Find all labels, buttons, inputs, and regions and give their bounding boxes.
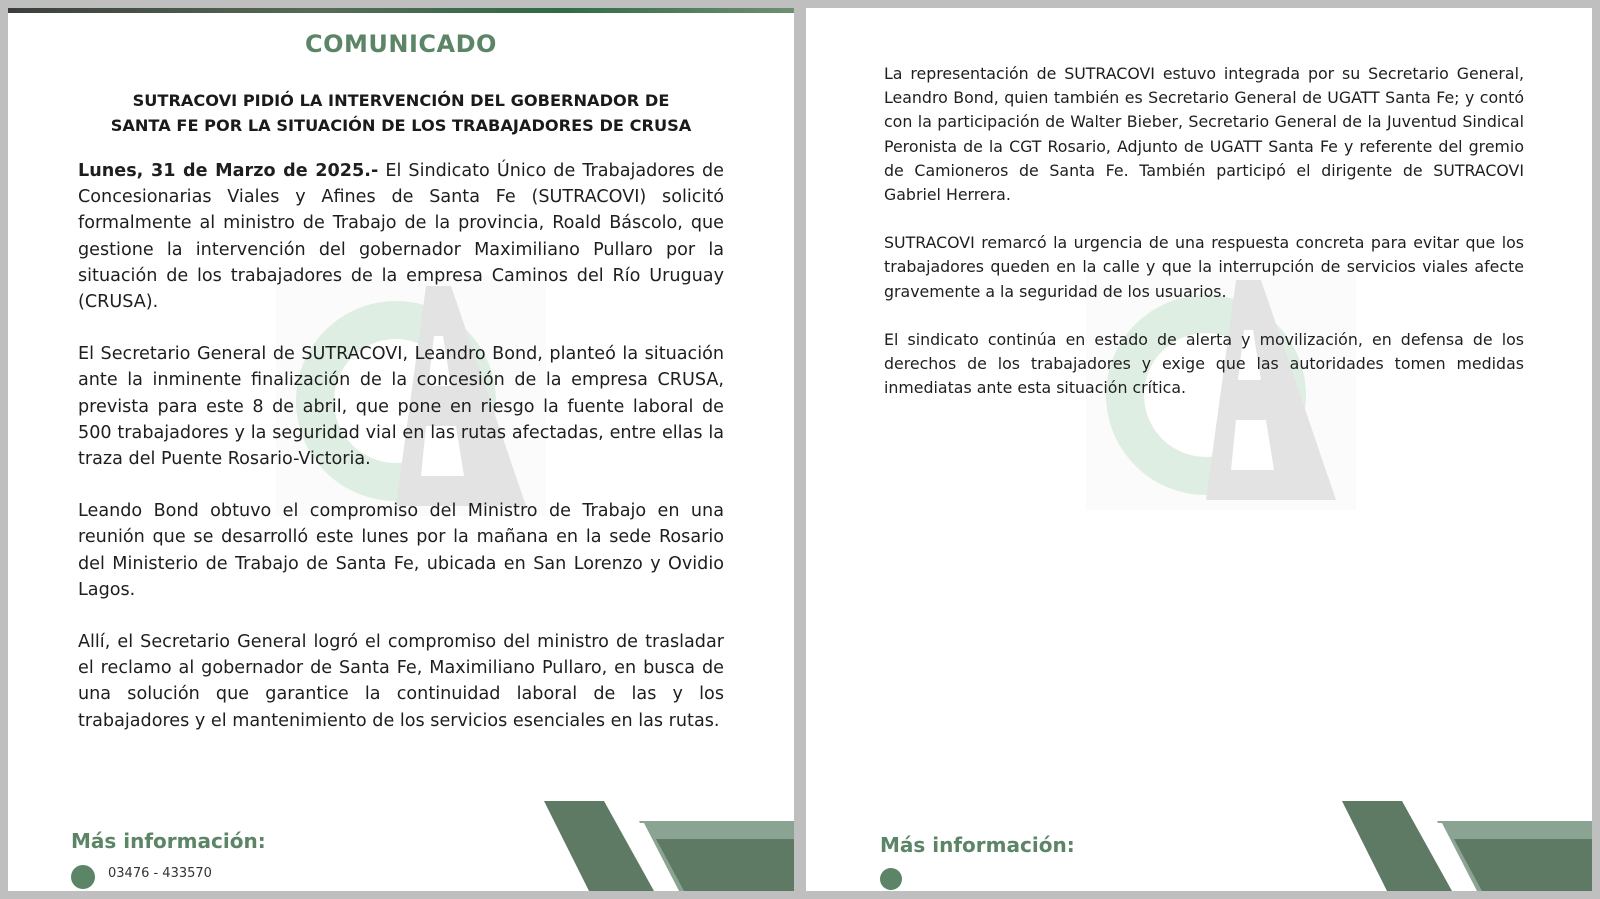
headline-line-1: SUTRACOVI PIDIÓ LA INTERVENCIÓN DEL GOBERNADOR DE: [132, 91, 670, 110]
paragraph-3: El sindicato continúa en estado de alerta y movilización, en defensa de los derechos de los trabajadores y exige que las autoridades tomen medidas inmediatas ante esta situación crítica.: [884, 329, 1524, 398]
contact-phone: 03476 - 433570: [108, 866, 212, 881]
paragraph-3: Leando Bond obtuvo el compromiso del Ministro de Trabajo en una reunión que se desarrolló este lunes por la mañana en la sede Rosario del Ministerio de Trabajo de Santa Fe, ubicada en San Lorenzo y Ovidio Lagos.: [78, 501, 724, 600]
more-info-label: Más información:: [880, 833, 1075, 857]
paragraph-2: El Secretario General de SUTRACOVI, Leandro Bond, planteó la situación ante la inminente finalización de la concesión de la empresa CRUSA, prevista para este 8 de abril, que pone en riesgo la fuente laboral de 500 trabajadores y la seguridad vial en las rutas afectadas, entre ellas la traza del Puente Rosario-Victoria.: [78, 344, 724, 470]
paragraph-1: [78, 158, 724, 315]
communique-page-2: [806, 8, 1592, 891]
paragraph-1-text: El Sindicato Único de Trabajadores de Concesionarias Viales y Afines de Santa Fe (SUTRACOVI) solicitó formalmente al ministro de Trabajo de la provincia, Roald Báscolo, que gestione la intervención del gobernador Maximiliano Pullaro por la situación de los trabajadores de la empresa Caminos del Río Uruguay (CRUSA).: [78, 161, 724, 313]
paragraph-2: SUTRACOVI remarcó la urgencia de una respuesta concreta para evitar que los trabajadores queden en la calle y que la interrupción de servicios viales afecte gravemente a la seguridad de los usuarios.: [884, 233, 1524, 301]
more-info-label: Más información:: [71, 829, 266, 853]
headline: [68, 88, 734, 138]
paragraph-4: Allí, el Secretario General logró el compromiso del ministro de trasladar el reclamo al gobernador de Santa Fe, Maximiliano Pullaro, en busca de una solución que garantice la continuidad laboral de las y los trabajadores y el mantenimiento de los servicios esenciales en las rutas.: [78, 632, 724, 731]
body-text: [884, 62, 1524, 424]
date-lead: Lunes, 31 de Marzo de 2025.-: [78, 161, 379, 181]
paragraph-1: La representación de SUTRACOVI estuvo integrada por su Secretario General, Leandro Bond, quien también es Secretario General de UGATT Santa Fe; y contó con la participación de Walter Bieber, Secretario General de la Juventud Sindical Peronista de la CGT Rosario, Adjunto de UGATT Santa Fe y referente del gremio de Camioneros de Santa Fe. También participó el dirigente de SUTRACOVI Gabriel Herrera.: [884, 64, 1524, 205]
corner-decoration: [1342, 801, 1592, 891]
headline-line-2: SANTA FE POR LA SITUACIÓN DE LOS TRABAJADORES DE CRUSA: [110, 116, 692, 135]
communique-page-1: [8, 8, 794, 891]
phone-icon: [880, 868, 902, 890]
phone-icon: [71, 865, 95, 889]
corner-decoration: [544, 801, 794, 891]
document-title: COMUNICADO: [305, 30, 497, 58]
header-image-strip: [8, 8, 794, 13]
body-text: [78, 158, 724, 760]
